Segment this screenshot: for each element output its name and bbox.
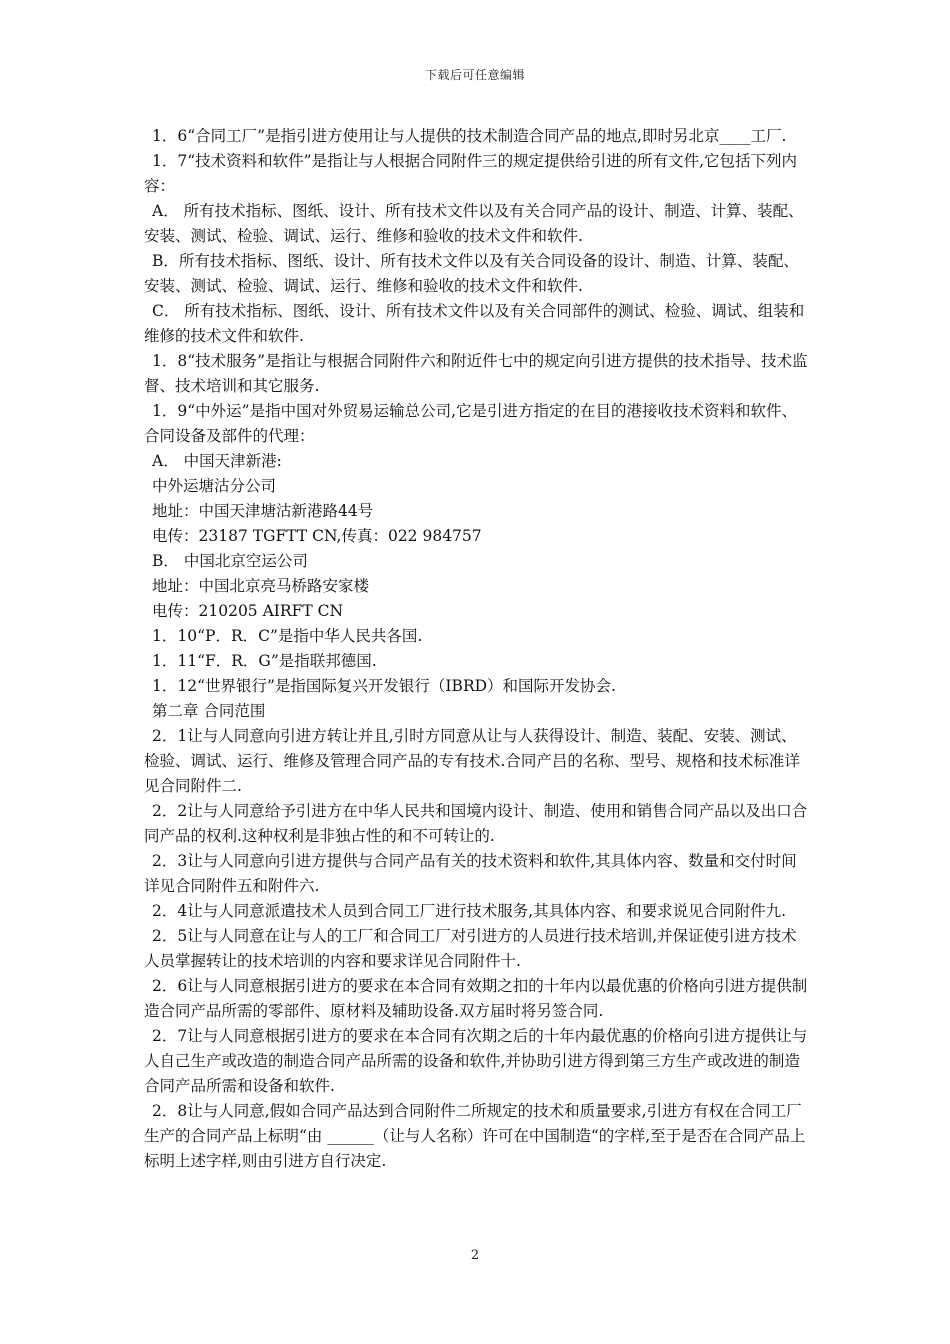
clause-1-7: 1．7“技术资料和软件”是指让与人根据合同附件三的规定提供给引进的所有文件,它包括下列内容：	[144, 152, 798, 195]
clause-1-9: 1．9“中外运”是指中国对外贸易运输总公司,它是引进方指定的在目的港接收技术资料和软件、合同设备及部件的代理：	[144, 402, 798, 445]
clause-1-9-b: B． 中国北京空运公司	[152, 552, 308, 570]
chapter-2-heading: 第二章 合同范围	[152, 702, 266, 720]
clause-2-3: 2．3让与人同意向引进方提供与合同产品有关的技术资料和软件,其具体内容、数量和交付时间详见合同附件五和附件六.	[144, 852, 797, 895]
agent-name: 中外运塘沽分公司	[152, 477, 277, 495]
clause-1-10: 1．10“P．R．C”是指中华人民共各国.	[152, 627, 423, 645]
page-number: 2	[470, 1248, 480, 1263]
agent-telex-fax: 电传：23187 TGFTT CN,传真：022 984757	[152, 527, 482, 545]
airline-telex: 电传：210205 AIRFT CN	[152, 602, 344, 620]
clause-1-8: 1．8“技术服务”是指让与根据合同附件六和附近件七中的规定向引进方提供的技术指导、技术监督、技术培训和其它服务.	[144, 352, 808, 395]
document-body	[144, 124, 812, 1174]
clause-2-5: 2．5让与人同意在让与人的工厂和合同工厂对引进方的人员进行技术培训,并保证使引进方技术人员掌握转让的技术培训的内容和要求详见合同附件十.	[144, 927, 797, 970]
clause-2-6: 2．6让与人同意根据引进方的要求在本合同有效期之扣的十年内以最优惠的价格向引进方提供制造合同产品所需的零部件、原材料及辅助设备.双方届时将另签合同.	[144, 977, 808, 1020]
clause-1-12: 1．12“世界银行”是指国际复兴开发银行（IBRD）和国际开发协会.	[152, 677, 616, 695]
clause-1-6: 1．6“合同工厂”是指引进方使用让与人提供的技术制造合同产品的地点,即时另北京____工厂.	[152, 127, 787, 145]
clause-1-11: 1．11“F．R．G”是指联邦德国.	[152, 652, 377, 670]
clause-2-7: 2．7让与人同意根据引进方的要求在本合同有次期之后的十年内最优惠的价格向引进方提供让与人自己生产或改造的制造合同产品所需的设备和软件,并协助引进方得到第三方生产或改进的制造合同产品所需和设备和软件.	[144, 1027, 808, 1095]
airline-address: 地址：中国北京亮马桥路安家楼	[152, 577, 370, 595]
clause-2-8: 2．8让与人同意,假如合同产品达到合同附件二所规定的技术和质量要求,引进方有权在合同工厂生产的合同产品上标明“由 ______（让与人名称）许可在中国制造“的字样,至于是否在合同产品上标明上述字样,则由引进方自行决定.	[144, 1102, 806, 1170]
clause-1-7-b: B．所有技术指标、图纸、设计、所有技术文件以及有关合同设备的设计、制造、计算、装配、安装、测试、检验、调试、运行、维修和验收的技术文件和软件.	[144, 252, 799, 295]
page-header: 下载后可任意编辑	[424, 68, 525, 82]
clause-1-9-a: A． 中国天津新港:	[152, 452, 282, 470]
clause-1-7-c: C． 所有技术指标、图纸、设计、所有技术文件以及有关合同部件的测试、检验、调试、组装和维修的技术文件和软件.	[144, 302, 805, 345]
clause-1-7-a: A． 所有技术指标、图纸、设计、所有技术文件以及有关合同产品的设计、制造、计算、装配、安装、测试、检验、调试、运行、维修和验收的技术文件和软件.	[144, 202, 804, 245]
clause-2-1: 2．1让与人同意向引进方转让并且,引时方同意从让与人获得设计、制造、装配、安装、测试、检验、调试、运行、维修及管理合同产品的专有技术.合同产吕的名称、型号、规格和技术标准详见合同附件二.	[144, 727, 800, 795]
agent-address: 地址：中国天津塘沽新港路44号	[152, 502, 374, 520]
clause-2-4: 2．4让与人同意派遣技术人员到合同工厂进行技术服务,其具体内容、和要求说见合同附件九.	[152, 902, 787, 920]
clause-2-2: 2．2让与人同意给予引进方在中华人民共和国境内设计、制造、使用和销售合同产品以及出口合同产品的权利.这种权利是非独占性的和不可转让的.	[144, 802, 808, 845]
